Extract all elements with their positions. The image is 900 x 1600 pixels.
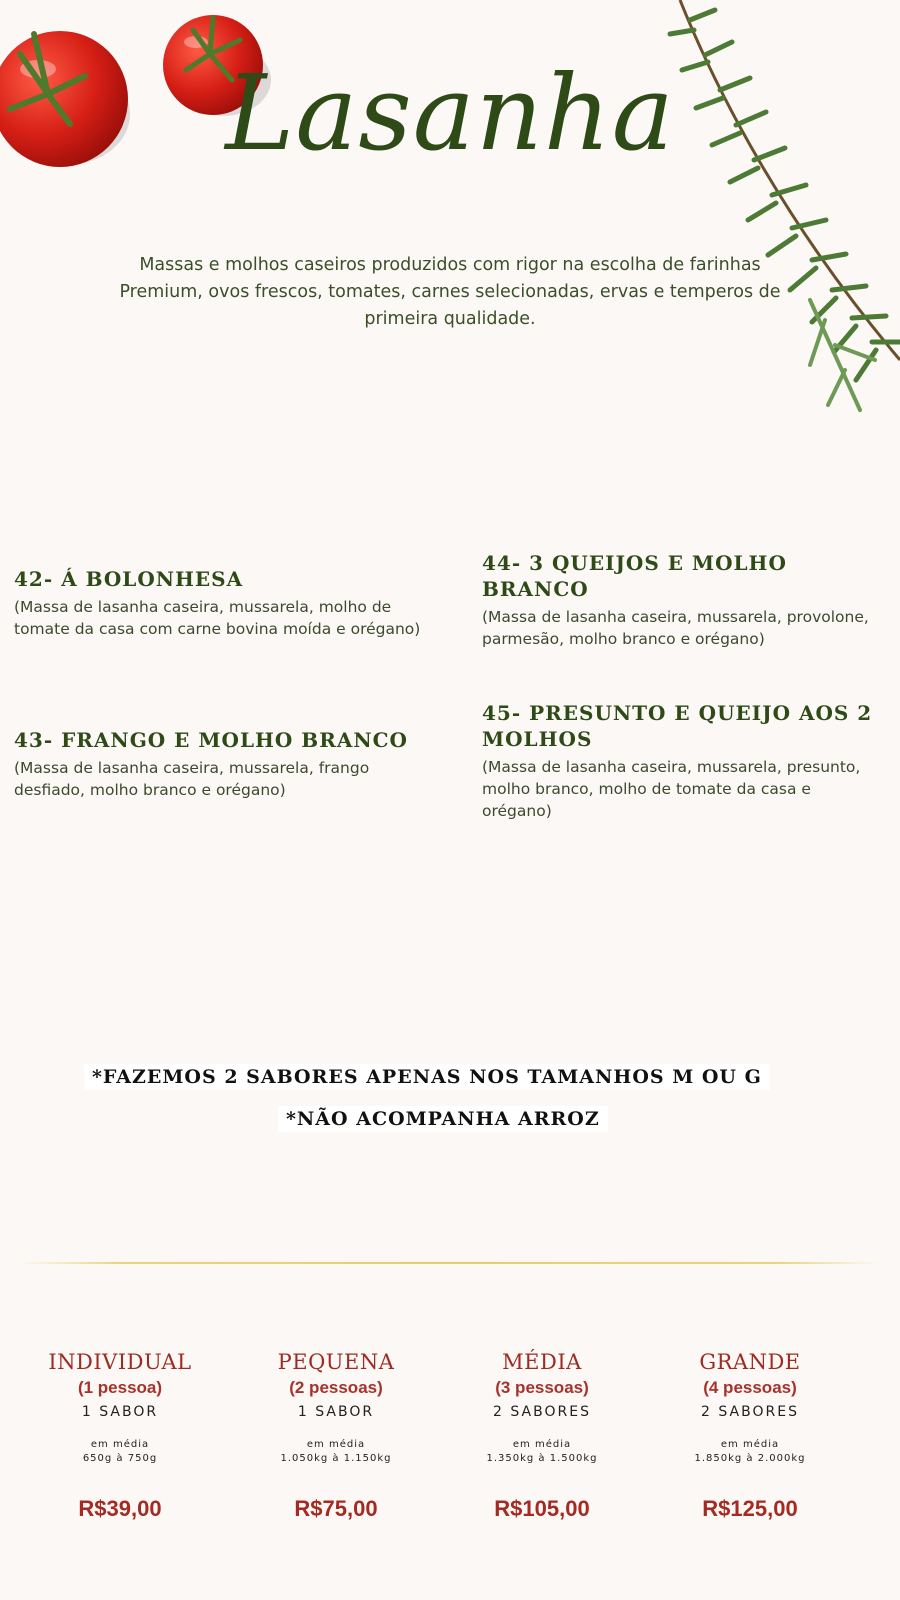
size-average-weight	[236, 1438, 436, 1466]
menu-item-description: (Massa de lasanha caseira, mussarela, provolone, parmesão, molho branco e orégano)	[482, 608, 869, 648]
weight-range: 650g à 750g	[82, 1453, 158, 1464]
size-average-weight	[650, 1438, 850, 1466]
menu-item	[14, 727, 424, 801]
size-name: PEQUENA	[277, 1350, 395, 1374]
average-label: em média	[90, 1439, 150, 1450]
page-subtitle: Massas e molhos caseiros produzidos com rigor na escolha de farinhas Premium, ovos frescos, tomates, carnes selecionadas, ervas e temperos de primeira qualidade.	[119, 255, 781, 329]
menu-item-name: 43- FRANGO E MOLHO BRANCO	[14, 728, 408, 752]
size-price: R$125,00	[702, 1496, 798, 1521]
size-people: (4 pessoas)	[703, 1378, 797, 1397]
size-people: (2 pessoas)	[289, 1378, 383, 1397]
average-label: em média	[512, 1439, 572, 1450]
size-name: MÉDIA	[502, 1350, 582, 1374]
weight-range: 1.850kg à 2.000kg	[694, 1453, 806, 1464]
size-option	[442, 1350, 642, 1522]
page-title: Lasanha	[225, 52, 675, 174]
note-two-flavors: *FAZEMOS 2 SABORES APENAS NOS TAMANHOS M OU G	[84, 1064, 770, 1090]
size-average-weight	[20, 1438, 220, 1466]
size-option	[20, 1350, 220, 1522]
size-average-weight	[442, 1438, 642, 1466]
size-flavors: 1 SABOR	[297, 1404, 375, 1420]
menu-item-description: (Massa de lasanha caseira, mussarela, molho de tomate da casa com carne bovina moída e orégano)	[14, 598, 421, 638]
size-flavors: 1 SABOR	[81, 1404, 159, 1420]
gold-divider	[20, 1262, 880, 1264]
size-flavors: 2 SABORES	[701, 1404, 799, 1420]
size-people: (1 pessoa)	[77, 1378, 163, 1397]
size-flavors: 2 SABORES	[493, 1404, 591, 1420]
size-people: (3 pessoas)	[495, 1378, 589, 1397]
note-no-rice: *NÃO ACOMPANHA ARROZ	[278, 1106, 608, 1132]
menu-item-name: 44- 3 QUEIJOS E MOLHO BRANCO	[482, 551, 787, 601]
menu-item-name: 45- PRESUNTO E QUEIJO AOS 2 MOLHOS	[482, 701, 873, 751]
size-price: R$105,00	[494, 1496, 590, 1521]
size-option	[650, 1350, 850, 1522]
size-name: INDIVIDUAL	[48, 1350, 192, 1374]
menu-item-name: 42- Á BOLONHESA	[14, 567, 244, 591]
menu-item-description: (Massa de lasanha caseira, mussarela, frango desfiado, molho branco e orégano)	[14, 759, 370, 799]
menu-item	[482, 700, 882, 822]
menu-item	[482, 550, 882, 650]
size-name: GRANDE	[699, 1350, 801, 1374]
average-label: em média	[720, 1439, 780, 1450]
size-option	[236, 1350, 436, 1522]
weight-range: 1.350kg à 1.500kg	[486, 1453, 598, 1464]
menu-item-description: (Massa de lasanha caseira, mussarela, presunto, molho branco, molho de tomate da casa e orégano)	[482, 758, 861, 820]
menu-item	[14, 566, 424, 640]
weight-range: 1.050kg à 1.150kg	[280, 1453, 392, 1464]
size-price: R$75,00	[294, 1496, 378, 1521]
average-label: em média	[306, 1439, 366, 1450]
size-price: R$39,00	[78, 1496, 162, 1521]
